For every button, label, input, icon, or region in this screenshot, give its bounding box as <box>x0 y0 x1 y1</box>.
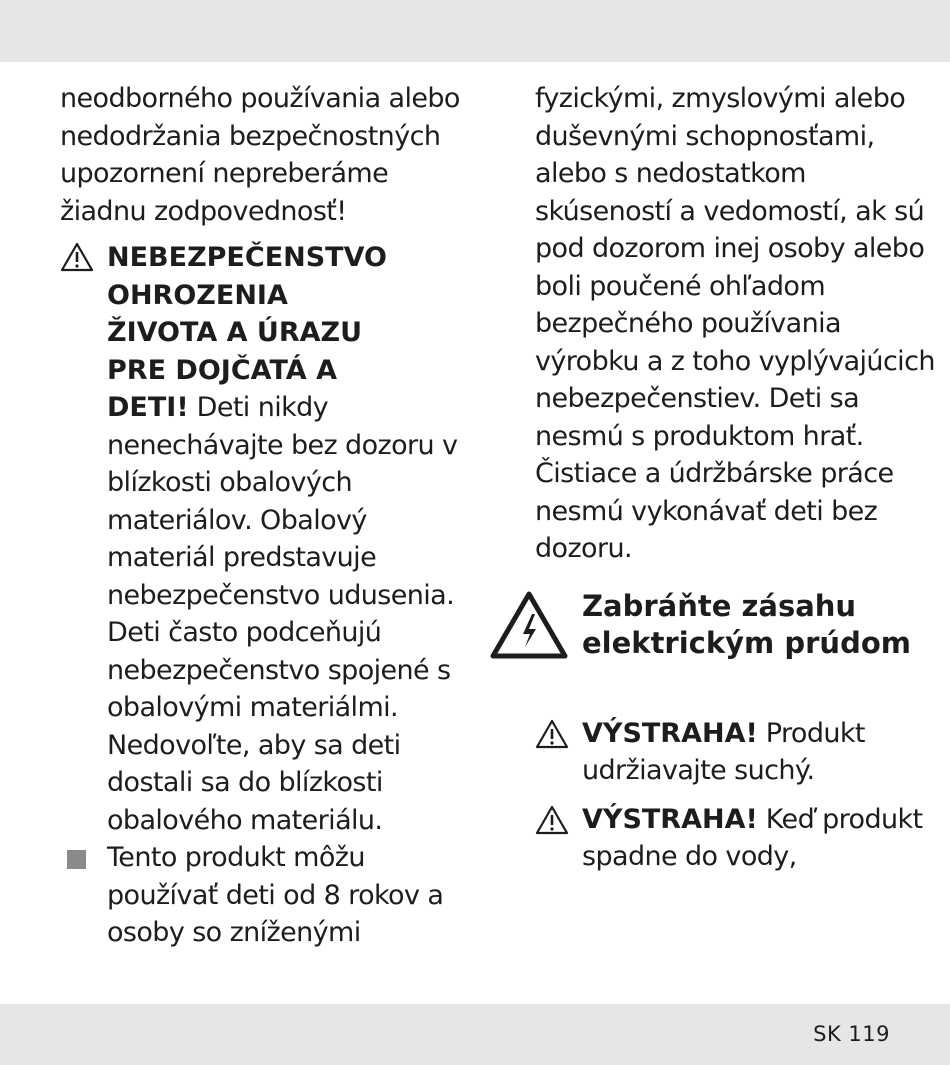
section-heading-text: Zabráňte zásahu elektrickým prúdom <box>582 588 911 660</box>
warning-heading-line: DETI! <box>107 392 189 423</box>
bottom-bar <box>0 1004 950 1065</box>
warning-label: VÝSTRAHA! <box>582 803 758 835</box>
warning-triangle-icon <box>535 805 569 835</box>
warning-block-children <box>60 239 480 839</box>
warning-triangle-icon <box>535 719 569 749</box>
electric-shock-section-heading <box>535 588 935 701</box>
warning-heading-line: NEBEZPEČENSTVO <box>107 242 387 273</box>
warning-triangle-icon <box>60 242 94 272</box>
bullet-text: Tento produkt môžu používať deti od 8 rokov a osoby so zníženými <box>107 842 444 948</box>
warning-heading-line: OHROZENIA <box>107 279 288 311</box>
bullet-item <box>60 839 480 952</box>
right-column <box>535 80 935 876</box>
warning-label: VÝSTRAHA! <box>582 717 758 749</box>
square-bullet-icon <box>67 850 86 869</box>
warning-text: Produkt udržiavajte suchý. <box>582 717 865 786</box>
high-voltage-warning-icon <box>490 590 568 660</box>
left-column <box>60 80 480 952</box>
continuation-paragraph: fyzickými, zmyslovými alebo duševnými schopnosťami, alebo s nedostatkom skúseností a vedomostí, ak sú pod dozorom inej osoby alebo boli poučené ohľadom bezpečného používania výrobku a z toho vyplývajúcich nebezpečenstiev. Deti sa nesmú s produktom hrať. Čistiace a údržbárske práce nesmú vykonávať deti bez dozoru. <box>535 83 935 564</box>
warning-text: Keď produkt spadne do vody, <box>582 803 923 872</box>
top-bar <box>0 0 950 62</box>
warning-heading-line: ŽIVOTA A ÚRAZU <box>107 317 363 348</box>
intro-paragraph: neodborného používania alebo nedodržania bezpečnostných upozornení nepreberáme žiadnu zodpovednosť! <box>60 83 460 227</box>
warning-heading-line: PRE DOJČATÁ A <box>107 354 337 386</box>
page-number: SK 119 <box>813 1022 890 1046</box>
warning-text: Deti nikdy nenechávajte bez dozoru v blízkosti obalových materiálov. Obalový materiál predstavuje nebezpečenstvo udusenia. Deti často podceňujú nebezpečenstvo spojené s obalovými materiálmi. Nedovoľte, aby sa deti dostali sa do blízkosti obalového materiálu. <box>107 392 458 836</box>
warning-water <box>535 801 935 876</box>
warning-keep-dry <box>535 715 935 790</box>
